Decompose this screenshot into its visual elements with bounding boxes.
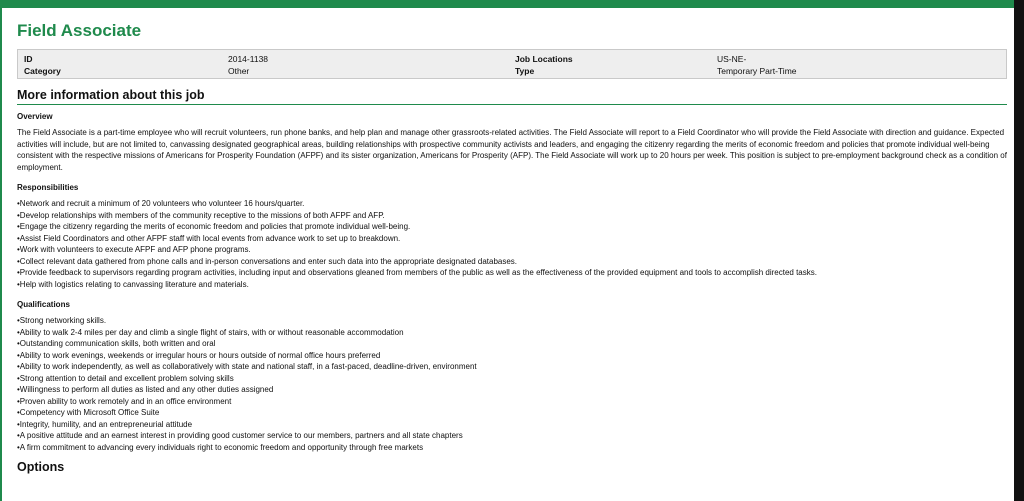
meta-row <box>18 53 1006 65</box>
list-item: •Collect relevant data gathered from phone calls and in-person conversations and enter such data into the appropriate designated databases. <box>17 256 518 266</box>
list-item: •A firm commitment to advancing every individuals right to economic freedom and opportunity through free markets <box>17 442 424 452</box>
list-item: •Ability to walk 2-4 miles per day and climb a single flight of stairs, with or without reasonable accommodation <box>17 327 404 337</box>
list-item: •Develop relationships with members of the community receptive to the missions of both AFPF and AFP. <box>17 210 385 220</box>
meta-row <box>18 65 1006 77</box>
window-right-edge <box>1014 0 1024 501</box>
list-item: •Willingness to perform all duties as listed and any other duties assigned <box>17 385 274 394</box>
list-item: •Ability to work evenings, weekends or irregular hours or hours outside of normal office hours preferred <box>17 350 381 360</box>
category-label: Category <box>24 66 61 76</box>
id-label: ID <box>24 54 33 64</box>
type-value: Temporary Part-Time <box>717 66 797 76</box>
type-label: Type <box>515 66 535 76</box>
overview-text: The Field Associate is a part-time employee who will recruit volunteers, run phone banks, and help plan and manage other grassroots-related activities. The Field Associate will report to a Field Coordinator who will provide the Field Associate with direction and guidance. Expected activities will include, but are not limited to, canvassing designated geographical areas, building relationships with prospective community activists and leaders, and engaging the citizenry regarding the merits of economic freedom and policies that promote individual well-being consistent with the respective missions of Americans for Prosperity Foundation (AFPF) and its sister organization, Americans for Prosperity (AFP). The Field Associate will work up to 20 hours per week. This position is subject to pre-employment background check as a condition of employment. <box>17 128 1007 172</box>
list-item: •Proven ability to work remotely and in an office environment <box>17 396 232 406</box>
options-heading: Options <box>17 460 65 474</box>
id-value: 2014-1138 <box>228 54 269 64</box>
list-item: •A positive attitude and an earnest interest in providing good customer service to our members, partners and all state chapters <box>17 431 463 440</box>
left-accent-edge <box>0 0 2 501</box>
job-locations-label: Job Locations <box>515 54 573 64</box>
responsibilities-list <box>17 198 1010 290</box>
list-item: •Ability to work independently, as well as collaboratively with state and national staff, in a fast-paced, deadline-driven, environment <box>17 362 477 371</box>
qualifications-heading: Qualifications <box>17 300 70 309</box>
list-item: •Help with logistics relating to canvassing literature and materials. <box>17 279 249 289</box>
list-item: •Network and recruit a minimum of 20 volunteers who volunteer 16 hours/quarter. <box>17 199 305 208</box>
category-value: Other <box>228 66 250 76</box>
list-item: •Work with volunteers to execute AFPF and AFP phone programs. <box>17 245 251 254</box>
overview-heading: Overview <box>17 112 53 121</box>
list-item: •Engage the citizenry regarding the merits of economic freedom and policies that promote individual well-being. <box>17 222 411 231</box>
list-item: •Assist Field Coordinators and other AFPF staff with local events from advance work to set up to breakdown. <box>17 233 401 243</box>
list-item: •Strong networking skills. <box>17 316 107 325</box>
job-detail-content <box>17 20 1010 475</box>
qualifications-list <box>17 315 1010 453</box>
list-item: •Outstanding communication skills, both written and oral <box>17 339 216 348</box>
section-divider <box>17 104 1007 105</box>
list-item: •Provide feedback to supervisors regarding program activities, including input and observations gleaned from members of the public as well as the effectiveness of the provided equipment and tools to accomplish directed tasks. <box>17 268 817 277</box>
list-item: •Strong attention to detail and excellent problem solving skills <box>17 373 234 383</box>
job-meta-table <box>17 49 1007 79</box>
top-accent-bar <box>0 0 1024 8</box>
list-item: •Integrity, humility, and an entrepreneurial attitude <box>17 419 193 429</box>
list-item: •Competency with Microsoft Office Suite <box>17 408 160 417</box>
job-title: Field Associate <box>17 21 142 40</box>
job-locations-value: US-NE- <box>717 54 747 64</box>
more-info-heading: More information about this job <box>17 88 205 102</box>
responsibilities-heading: Responsibilities <box>17 183 79 192</box>
